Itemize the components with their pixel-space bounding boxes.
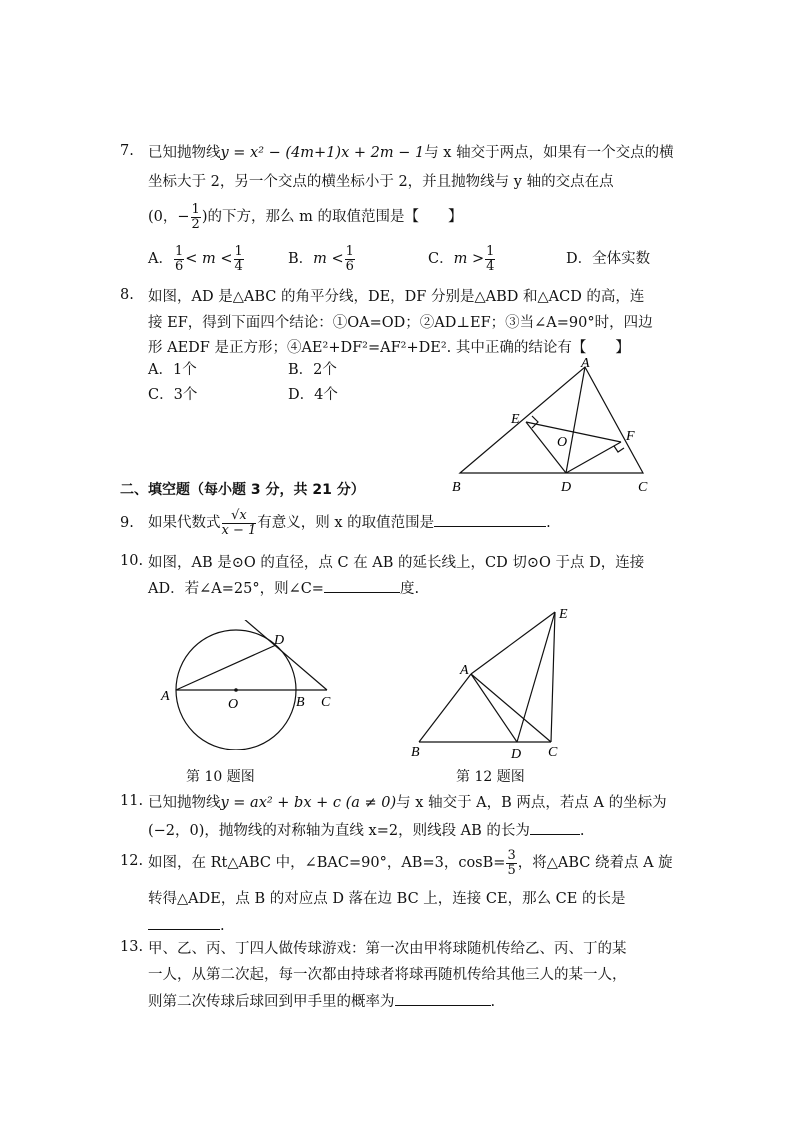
fig12-label-b: B xyxy=(411,745,420,760)
fig8-label-o: O xyxy=(557,435,568,450)
right-angle-mark-f xyxy=(614,446,624,452)
figure-q10 xyxy=(155,620,345,750)
q12-line3: . xyxy=(148,915,225,936)
q7-option-a: A． $\frac{1}{6}$ < m < $\frac{1}{4}$ xyxy=(148,243,243,274)
q7-option-b: B．m < $\frac{1}{6}$ xyxy=(288,243,354,274)
q11-formula: y = ax² + bx + c (a ≠ 0) xyxy=(220,795,397,811)
q12-line2: 转得△ADE，点 B 的对应点 D 落在边 BC 上，连接 CE，那么 CE 的长是 xyxy=(148,891,626,907)
q7-line1 xyxy=(148,143,674,163)
q8-number: 8. xyxy=(120,287,134,303)
fig12-label-d: D xyxy=(511,747,522,760)
q13-line2: 一人，从第二次起，每一次都由持球者将球再随机传给其他三人的某一人， xyxy=(148,967,627,983)
fig12-label-c: C xyxy=(548,745,558,760)
fig8-label-c: C xyxy=(638,480,648,495)
fig10-label-d: D xyxy=(274,633,285,648)
q7-line1-pre: 已知抛物线 xyxy=(148,145,221,161)
fig10-label-a: A xyxy=(161,689,170,704)
q11-answer-blank[interactable] xyxy=(530,820,580,835)
fig8-label-e: E xyxy=(511,412,520,427)
q13-answer-blank[interactable] xyxy=(395,991,491,1006)
q11-line2: (−2，0)，抛物线的对称轴为直线 x=2，则线段 AB 的长为 . xyxy=(148,820,585,841)
segment-ac xyxy=(471,674,551,742)
segment-ce xyxy=(551,612,555,742)
q8-line3: 形 AEDF 是正方形；④AE²+DF²=AF²+DE². 其中正确的结论有【 】 xyxy=(148,340,630,356)
q8-option-b: B．2个 xyxy=(288,362,337,378)
q9-answer-blank[interactable] xyxy=(434,512,546,527)
segment-ef xyxy=(526,422,621,442)
segment-de xyxy=(517,612,555,742)
q13-line3: 则第二次传球后球回到甲手里的概率为 . xyxy=(148,991,495,1012)
q8-line2: 接 EF，得到下面四个结论：①OA=OD；②AD⊥EF；③当∠A=90°时，四边 xyxy=(148,315,653,331)
fig8-label-b: B xyxy=(452,480,461,495)
segment-ae xyxy=(471,612,555,674)
q7-line3-a: (0，− xyxy=(148,209,190,225)
q7-option-c: C．m > $\frac{1}{4}$ xyxy=(428,243,495,274)
q8-option-d: D．4个 xyxy=(288,387,338,403)
fig8-label-f: F xyxy=(626,429,635,444)
section-2-heading: 二、填空题（每小题 3 分，共 21 分） xyxy=(120,482,365,498)
q12-fraction: $\frac{3}{5}$ xyxy=(507,847,516,878)
fig12-label-e: E xyxy=(559,607,568,622)
q9-number: 9. xyxy=(120,515,134,531)
q7-option-d: D．全体实数 xyxy=(566,251,651,267)
q7-number: 7. xyxy=(120,143,134,159)
segment-ab xyxy=(419,674,471,742)
fig10-label-c: C xyxy=(321,695,331,710)
q9-fraction: $\frac{√x}{x - 1}$ xyxy=(221,507,257,538)
fig8-label-d: D xyxy=(561,480,572,495)
q10-number: 10. xyxy=(120,553,144,569)
segment-ad xyxy=(566,367,585,473)
q8-option-a: A．1个 xyxy=(148,362,197,378)
q10-line2: AD．若∠A=25°，则∠C= 度. xyxy=(148,578,419,599)
q9-line: 如果代数式 $\frac{√x}{x - 1}$ 有意义，则 x 的取值范围是 . xyxy=(148,507,551,538)
figure-q12 xyxy=(405,600,575,760)
q7-formula: y = x² − (4m+1)x + 2m − 1 xyxy=(220,145,425,161)
segment-df xyxy=(566,442,621,473)
fig12-caption: 第 12 题图 xyxy=(456,769,525,785)
q7-line2: 坐标大于 2，另一个交点的横坐标小于 2，并且抛物线与 y 轴的交点在点 xyxy=(148,174,614,190)
q10-line1: 如图，AB 是⊙O 的直径，点 C 在 AB 的延长线上，CD 切⊙O 于点 D，连接 xyxy=(148,555,645,571)
q7-line3-b: )的下方，那么 m 的取值范围是【 】 xyxy=(201,209,463,225)
q11-line1: 已知抛物线y = ax² + bx + c (a ≠ 0)与 x 轴交于 A，B 两点，若点 A 的坐标为 xyxy=(148,795,667,811)
q13-line1: 甲、乙、丙、丁四人做传球游戏：第一次由甲将球随机传给乙、丙、丁的某 xyxy=(148,941,627,957)
q12-number: 12. xyxy=(120,853,144,869)
fig8-label-a: A xyxy=(581,356,590,371)
q10-answer-blank[interactable] xyxy=(324,578,400,593)
q7-fraction: $\frac{1}{2}$ xyxy=(191,201,200,232)
q11-number: 11. xyxy=(120,793,144,809)
right-angle-mark-e xyxy=(532,416,538,428)
q7-line3 xyxy=(148,202,462,232)
q12-line1: 如图，在 Rt△ABC 中，∠BAC=90°，AB=3，cosB= $\frac{3}{5}$ ，将△ABC 绕着点 A 旋 xyxy=(148,847,673,878)
q13-number: 13. xyxy=(120,939,144,955)
fig10-label-b: B xyxy=(296,695,305,710)
q8-line1: 如图，AD 是△ABC 的角平分线，DE，DF 分别是△ABD 和△ACD 的高，连 xyxy=(148,289,645,305)
triangle-abc xyxy=(460,367,643,473)
q8-option-c: C．3个 xyxy=(148,387,198,403)
fig10-caption: 第 10 题图 xyxy=(186,769,255,785)
figure-q8 xyxy=(440,355,660,500)
fig12-label-a: A xyxy=(460,663,469,678)
q7-line1-post: 与 x 轴交于两点，如果有一个交点的横 xyxy=(424,145,674,161)
q12-answer-blank[interactable] xyxy=(148,915,220,930)
segment-ad xyxy=(176,645,276,690)
fig10-label-o: O xyxy=(228,697,239,712)
